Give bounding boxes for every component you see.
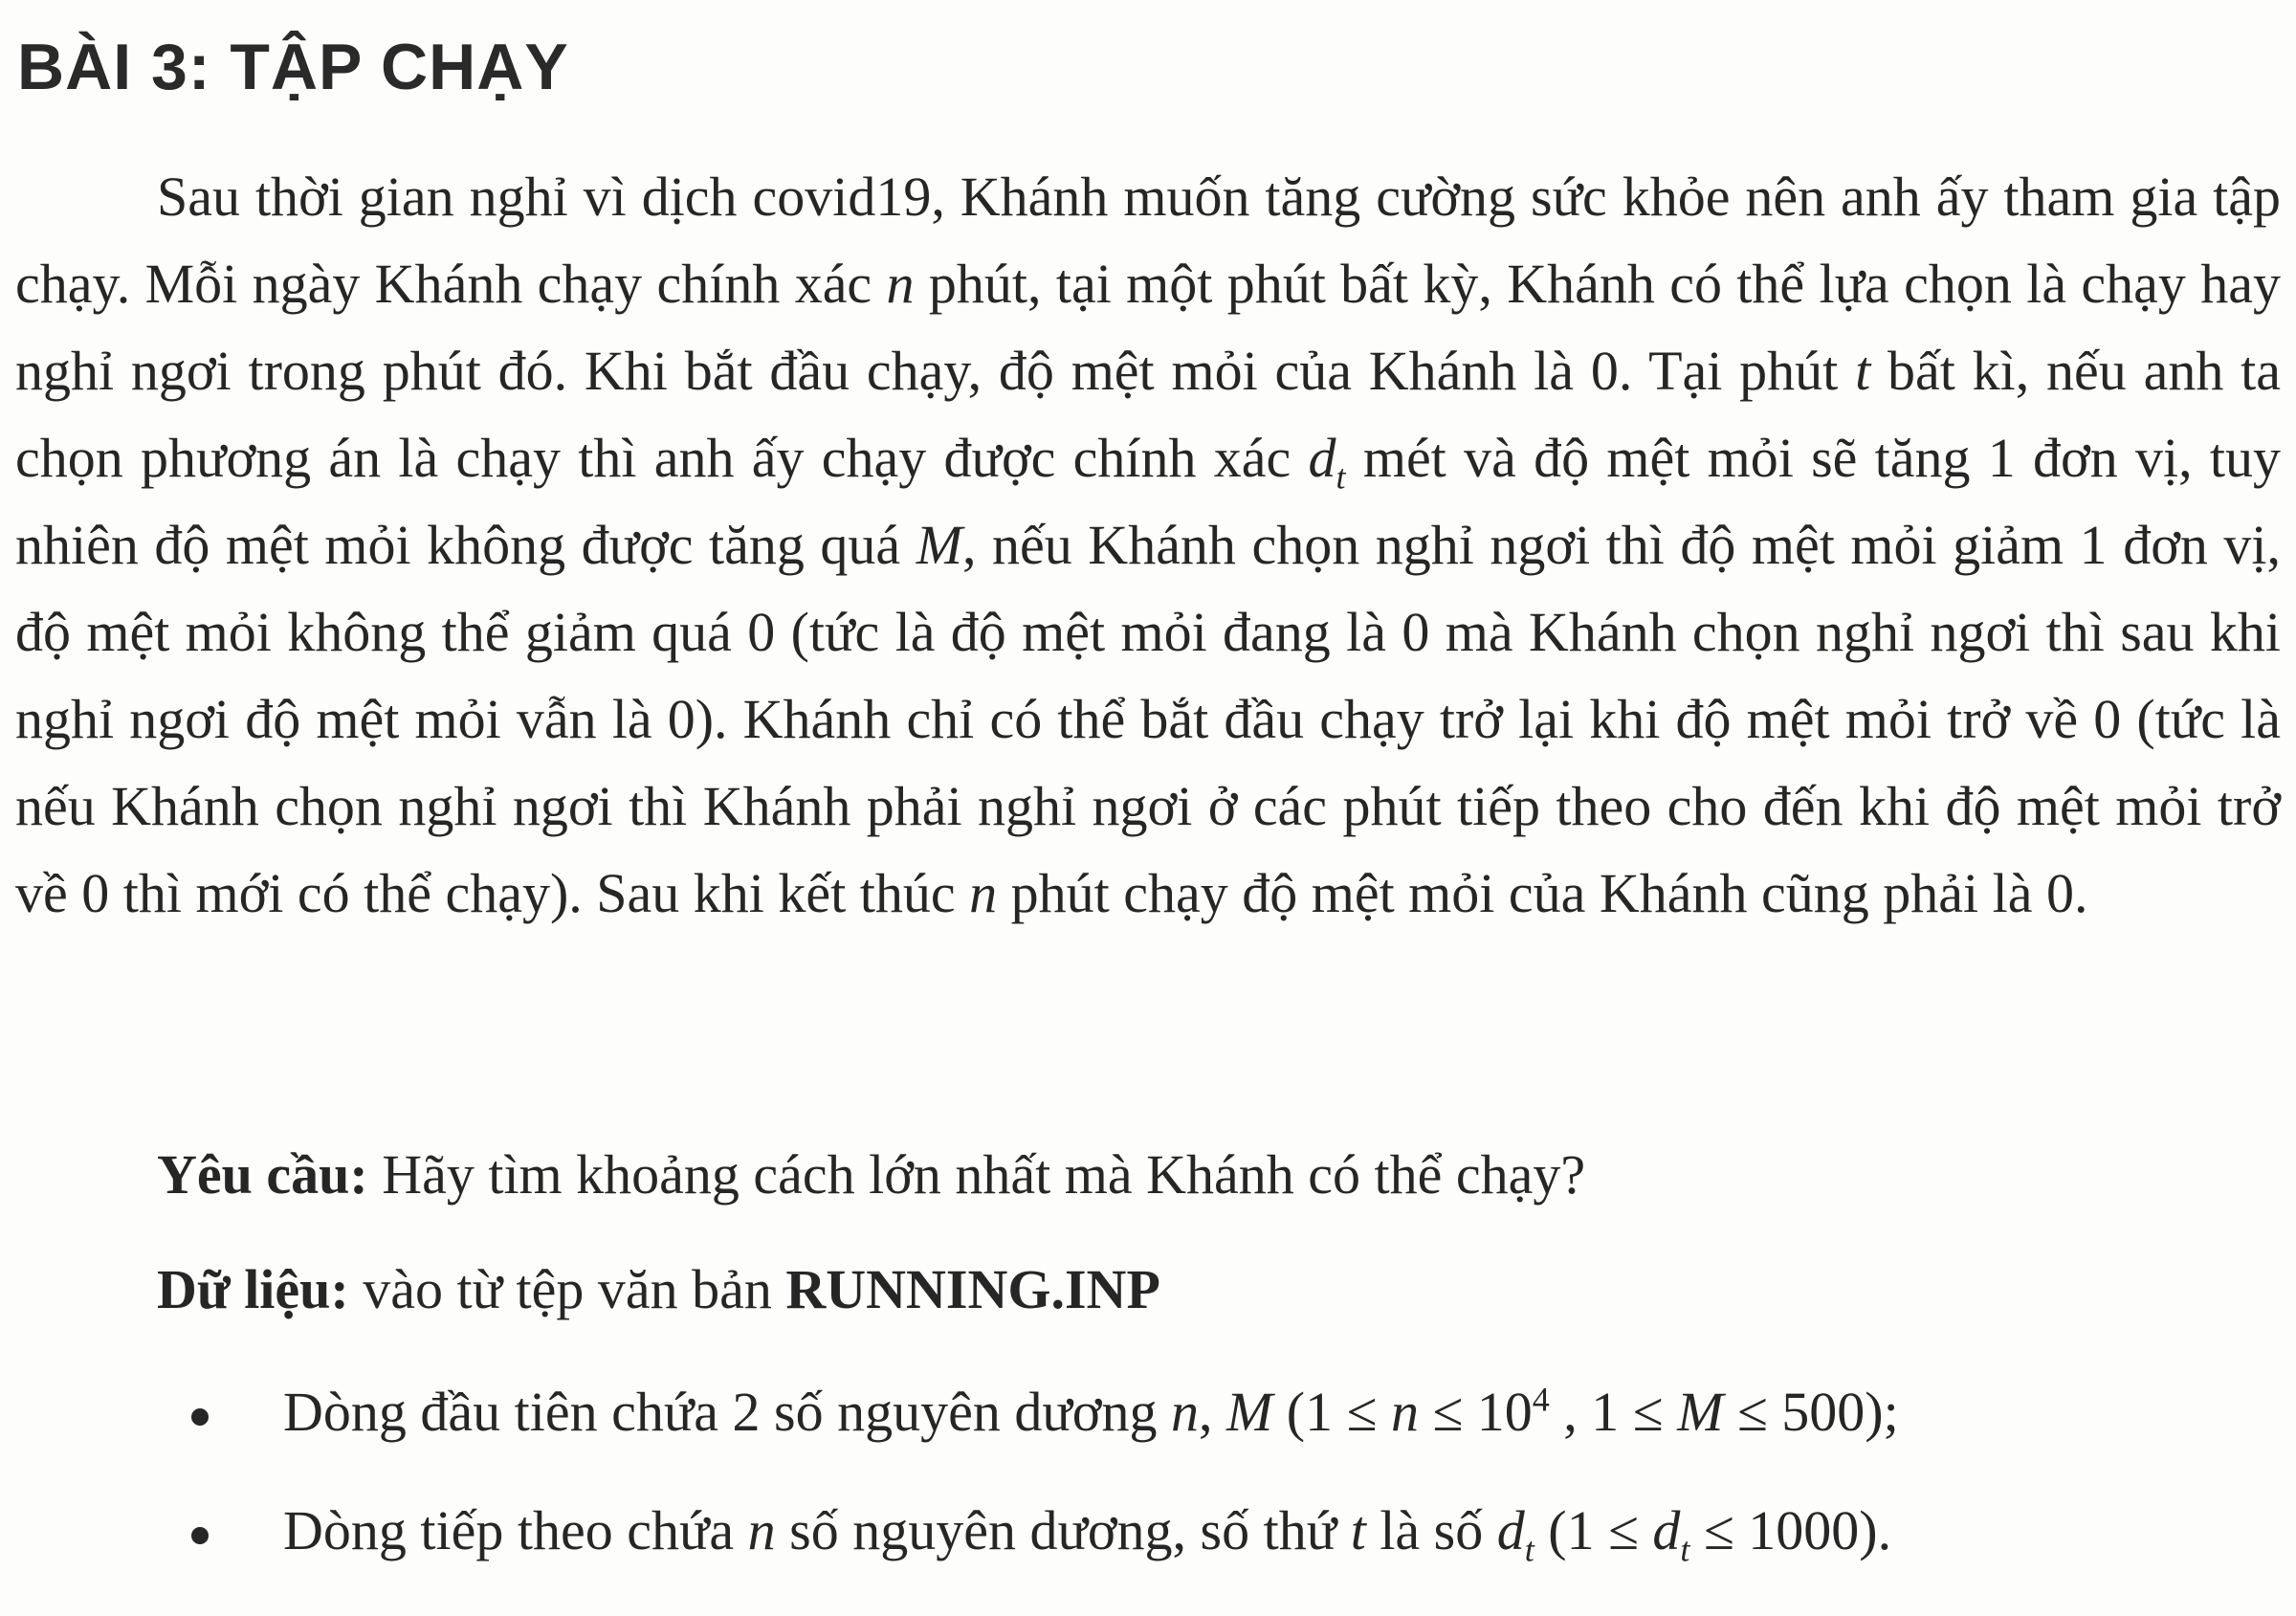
variable-n: n	[969, 862, 998, 924]
description-text: phút chạy độ mệt mỏi của Khánh cũng phải là 0.	[997, 862, 2088, 924]
input-filename: RUNNING.INP	[785, 1258, 1160, 1320]
input-line	[157, 1251, 1160, 1328]
requirement-line	[157, 1137, 1585, 1213]
variable-n: n	[886, 253, 915, 315]
requirement-label: Yêu cầu:	[157, 1143, 368, 1206]
variable-d-subscript: t	[1336, 457, 1346, 497]
description-text: , nếu Khánh chọn nghỉ ngơi thì độ mệt mỏi giảm 1 đơn vị, độ mệt mỏi không thể giảm quá 0 (tức là độ mệt mỏi đang là 0 mà Khánh chọn nghỉ ngơi thì sau khi nghỉ ngơi độ mệt mỏi vẫn là 0). Khánh chỉ có thể bắt đầu chạy trở lại khi độ mệt mỏi trở về 0 (tức là nếu Khánh chọn nghỉ ngơi thì Khánh phải nghỉ ngơi ở các phút tiếp theo cho đến khi độ mệt mỏi trở về 0 thì mới có thể chạy). Sau khi kết thúc	[15, 514, 2281, 924]
problem-description	[15, 153, 2281, 937]
variable-d: d	[1308, 427, 1336, 489]
variable-t: t	[1855, 340, 1871, 402]
requirement-text: Hãy tìm khoảng cách lớn nhất mà Khánh có thể chạy?	[367, 1143, 1586, 1206]
description-text: phút, tại một phút bất kỳ, Khánh có thể lựa chọn là chạy hay nghỉ ngơi trong phút đó. Khi bắt đầu chạy, độ mệt mỏi của Khánh là 0. Tại phút	[15, 253, 2282, 402]
input-text: vào từ tệp văn bản	[348, 1258, 786, 1320]
description-text: mét và độ mệt mỏi sẽ tăng 1 đơn vị, tuy nhiên độ mệt mỏi không được tăng quá	[15, 427, 2281, 576]
input-label: Dữ liệu:	[157, 1258, 349, 1320]
variable-m: M	[916, 514, 963, 576]
description-text: Sau thời gian nghỉ vì dịch covid19, Khánh muốn tăng cường sức khỏe nên anh ấy tham gia tập chạy. Mỗi ngày Khánh chạy chính xác	[15, 166, 2281, 315]
bullet-text: Dòng đầu tiên chứa 2 số nguyên dương n, M ($1 \le n \le 10^4$ , 1 ≤ M ≤ 500);	[283, 1380, 1899, 1443]
bullet-text: Dòng tiếp theo chứa n số nguyên dương, số thứ t là số $d_t$ $(1 \le d_t \le 1000)$.	[283, 1499, 1892, 1569]
bullet-dot-icon	[191, 1527, 209, 1544]
problem-title: BÀI 3: TẬP CHẠY	[17, 31, 569, 103]
bullet-dot-icon	[191, 1408, 209, 1426]
description-text: bất kì, nếu anh ta chọn phương án là chạy thì anh ấy chạy được chính xác	[15, 340, 2281, 489]
